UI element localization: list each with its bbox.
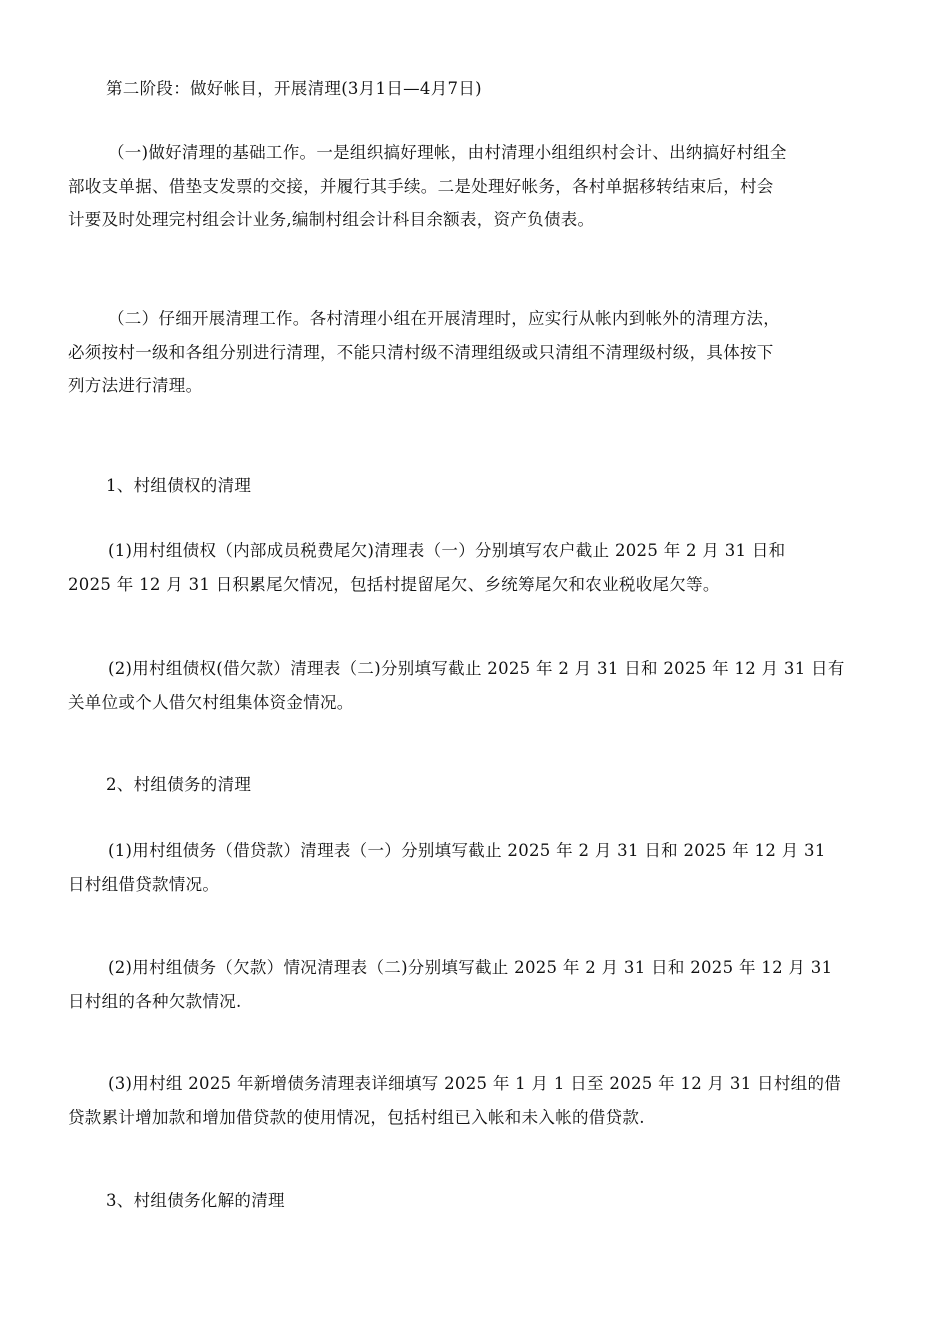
text-line: （二）仔细开展清理工作。各村清理小组在开展清理时，应实行从帐内到帐外的清理方法，	[108, 309, 780, 328]
paragraph-creditor-rights-1	[68, 534, 888, 601]
text-line: (3)用村组 2025 年新增债务清理表详细填写 2025 年 1 月 1 日至 2025 年 12 月 31 日村组的借	[108, 1074, 842, 1093]
text-line: 1、村组债权的清理	[106, 476, 252, 495]
text-line: (2)用村组债务（欠款）情况清理表（二)分别填写截止 2025 年 2 月 31 日和 2025 年 12 月 31	[108, 958, 833, 977]
text-line: （一)做好清理的基础工作。一是组织搞好理帐，由村清理小组组织村会计、出纳搞好村组全	[108, 143, 787, 162]
text-line: 日村组借贷款情况。	[68, 874, 220, 894]
stage-two-heading	[106, 72, 926, 106]
paragraph-creditor-rights-2	[68, 652, 888, 719]
section-heading-debts	[106, 768, 926, 802]
section-heading-debt-resolution	[106, 1184, 926, 1218]
paragraph-debts-1	[68, 834, 888, 901]
text-line: (1)用村组债务（借贷款）清理表（一）分别填写截止 2025 年 2 月 31 日和 2025 年 12 月 31	[108, 841, 826, 860]
text-line: 部收支单据、借垫支发票的交接，并履行其手续。二是处理好帐务，各村单据移转结束后，村会	[68, 176, 774, 196]
paragraph-debts-2	[68, 951, 888, 1018]
text-line: 计要及时处理完村组会计业务,编制村组会计科目余额表，资产负债表。	[68, 210, 595, 229]
text-line: 列方法进行清理。	[68, 376, 203, 395]
text-line: 第二阶段：做好帐目，开展清理(3月1日—4月7日)	[106, 79, 482, 98]
paragraph-basic-work	[68, 136, 888, 237]
text-line: 2、村组债务的清理	[106, 775, 252, 794]
text-line: 2025 年 12 月 31 日积累尾欠情况，包括村提留尾欠、乡统筹尾欠和农业税收尾欠等。	[68, 574, 720, 594]
section-heading-creditor-rights	[106, 469, 926, 503]
text-line: 3、村组债务化解的清理	[106, 1191, 285, 1210]
text-line: 日村组的各种欠款情况.	[68, 991, 242, 1011]
text-line: 关单位或个人借欠村组集体资金情况。	[68, 692, 354, 712]
text-line: 必须按村一级和各组分别进行清理，不能只清村级不清理组级或只清组不清理级村级，具体按下	[68, 342, 774, 362]
text-line: 贷款累计增加款和增加借贷款的使用情况，包括村组已入帐和未入帐的借贷款.	[68, 1107, 645, 1127]
paragraph-debts-3	[68, 1067, 888, 1134]
paragraph-careful-clearance	[68, 302, 888, 403]
text-line: (1)用村组债权（内部成员税费尾欠)清理表（一）分别填写农户截止 2025 年 2 月 31 日和	[108, 541, 786, 560]
text-line: (2)用村组债权(借欠款）清理表（二)分别填写截止 2025 年 2 月 31 日和 2025 年 12 月 31 日有	[108, 659, 845, 678]
